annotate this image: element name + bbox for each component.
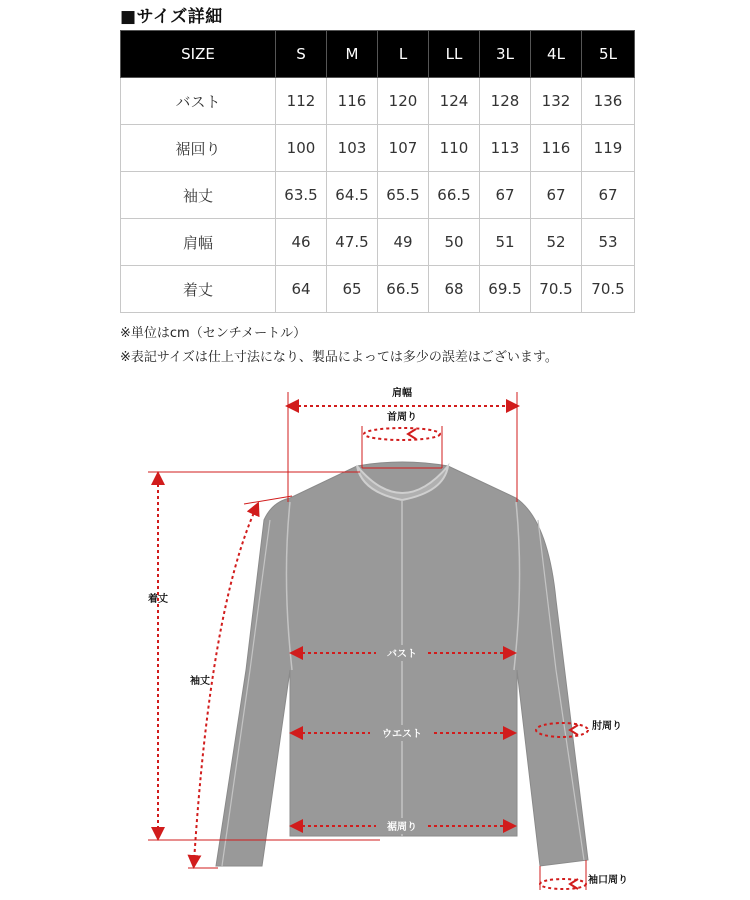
table-cell: 65 (327, 266, 378, 313)
table-cell: 65.5 (378, 172, 429, 219)
table-cell: 112 (276, 78, 327, 125)
cuff-circumference-label: 袖口周り (588, 875, 628, 886)
table-cell: 49 (378, 219, 429, 266)
neck-circumference-marker (364, 428, 440, 440)
cuff-circumference-marker (540, 879, 586, 889)
section-title: ■サイズ詳細 (120, 7, 223, 27)
table-cell: 107 (378, 125, 429, 172)
measurement-diagram-svg (0, 370, 750, 900)
table-row (121, 219, 635, 266)
table-header-cell: 5L (582, 31, 635, 78)
size-table (120, 30, 635, 313)
neck-arrow-icon (408, 429, 416, 439)
bust-label: バスト (387, 649, 417, 660)
table-row (121, 125, 635, 172)
table-cell: 47.5 (327, 219, 378, 266)
length-label: 着丈 (148, 594, 168, 605)
table-header-cell: SIZE (121, 31, 276, 78)
tolerance-note: ※表記サイズは仕上寸法になり、製品によっては多少の誤差はございます。 (120, 350, 558, 365)
table-cell: 120 (378, 78, 429, 125)
neck-circumference-label: 首周り (387, 412, 417, 423)
measurement-diagram (0, 370, 750, 900)
table-row-label: バスト (121, 78, 276, 125)
table-cell: 66.5 (429, 172, 480, 219)
shoulder-width-label: 肩幅 (392, 388, 412, 399)
cuff-arrow-icon (570, 879, 578, 889)
table-cell: 66.5 (378, 266, 429, 313)
table-cell: 63.5 (276, 172, 327, 219)
table-cell: 51 (480, 219, 531, 266)
table-cell: 52 (531, 219, 582, 266)
table-header-cell: 3L (480, 31, 531, 78)
table-cell: 100 (276, 125, 327, 172)
table-cell: 67 (531, 172, 582, 219)
table-header-cell: 4L (531, 31, 582, 78)
table-header-cell: L (378, 31, 429, 78)
hem-label: 裾周り (387, 822, 417, 833)
table-row-label: 着丈 (121, 266, 276, 313)
table-cell: 69.5 (480, 266, 531, 313)
table-cell: 116 (327, 78, 378, 125)
table-cell: 116 (531, 125, 582, 172)
sleeve-length-label: 袖丈 (190, 676, 210, 687)
table-header-cell: M (327, 31, 378, 78)
table-cell: 64.5 (327, 172, 378, 219)
table-row-label: 肩幅 (121, 219, 276, 266)
table-cell: 70.5 (582, 266, 635, 313)
table-cell: 103 (327, 125, 378, 172)
table-header-cell: S (276, 31, 327, 78)
table-header-cell: LL (429, 31, 480, 78)
table-header-row (121, 31, 635, 78)
waist-label: ウエスト (382, 729, 422, 740)
table-cell: 136 (582, 78, 635, 125)
table-cell: 64 (276, 266, 327, 313)
table-cell: 113 (480, 125, 531, 172)
table-cell: 132 (531, 78, 582, 125)
table-cell: 124 (429, 78, 480, 125)
table-row-label: 袖丈 (121, 172, 276, 219)
table-cell: 68 (429, 266, 480, 313)
table-row (121, 266, 635, 313)
unit-note: ※単位はcm（センチメートル） (120, 326, 307, 341)
table-row (121, 172, 635, 219)
table-cell: 50 (429, 219, 480, 266)
table-cell: 53 (582, 219, 635, 266)
table-cell: 67 (480, 172, 531, 219)
table-cell: 128 (480, 78, 531, 125)
table-cell: 119 (582, 125, 635, 172)
table-row-label: 裾回り (121, 125, 276, 172)
elbow-circumference-label: 肘周り (592, 721, 622, 732)
table-row (121, 78, 635, 125)
table-cell: 110 (429, 125, 480, 172)
table-cell: 67 (582, 172, 635, 219)
table-cell: 70.5 (531, 266, 582, 313)
table-cell: 46 (276, 219, 327, 266)
